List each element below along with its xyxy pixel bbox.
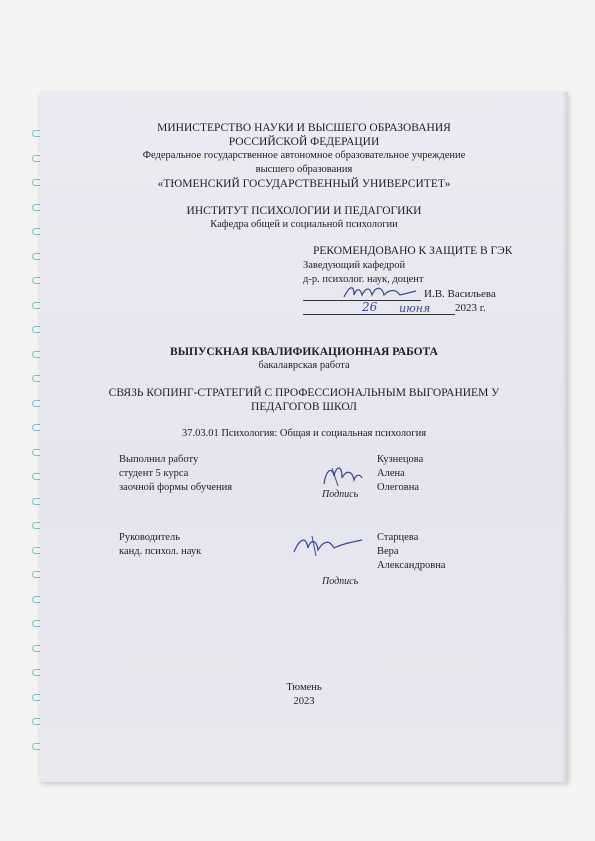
supervisor-label-1: Руководитель	[119, 532, 180, 543]
supervisor-signature-caption: Подпись	[322, 576, 359, 587]
author-label-1: Выполнил работу	[119, 454, 199, 465]
approval-signature	[340, 281, 420, 303]
work-subtype: бакалаврская работа	[258, 360, 350, 371]
ministry-line-1: МИНИСТЕРСТВО НАУКИ И ВЫСШЕГО ОБРАЗОВАНИЯ	[157, 122, 451, 134]
author-patronymic: Олеговна	[377, 482, 420, 493]
university-name: «ТЮМЕНСКИЙ ГОСУДАРСТВЕННЫЙ УНИВЕРСИТЕТ»	[157, 178, 451, 190]
supervisor-patronymic: Александровна	[377, 560, 446, 571]
work-type: ВЫПУСКНАЯ КВАЛИФИКАЦИОННАЯ РАБОТА	[170, 346, 438, 358]
work-topic-line-1: СВЯЗЬ КОПИНГ-СТРАТЕГИЙ С ПРОФЕССИОНАЛЬНЫМ ВЫГОРАНИЕМ У	[108, 387, 500, 399]
ministry-line-2: РОССИЙСКОЙ ФЕДЕРАЦИИ	[228, 136, 380, 148]
approval-name: И.В. Васильева	[424, 288, 496, 300]
author-label-3: заочной формы обучения	[119, 482, 233, 493]
approval-date-line	[303, 314, 455, 315]
institute-name: ИНСТИТУТ ПСИХОЛОГИИ И ПЕДАГОГИКИ	[186, 205, 422, 217]
approval-position: Заведующий кафедрой	[303, 260, 406, 271]
institution-line-2: высшего образования	[255, 164, 353, 175]
department-name: Кафедра общей и социальной психологии	[210, 219, 398, 230]
approval-degree: д-р. психолог. наук, доцент	[303, 274, 424, 285]
author-signature-caption: Подпись	[322, 489, 359, 500]
author-label-2: студент 5 курса	[119, 468, 189, 479]
supervisor-first-name: Вера	[377, 546, 399, 557]
author-signature	[318, 460, 364, 490]
supervisor-signature	[290, 530, 366, 560]
title-page	[40, 92, 568, 782]
approval-day: 26	[362, 300, 378, 314]
work-topic-line-2: ПЕДАГОГОВ ШКОЛ	[251, 401, 357, 413]
approval-year: 2023 г.	[455, 302, 486, 314]
specialty: 37.03.01 Психология: Общая и социальная психология	[181, 428, 427, 439]
year: 2023	[293, 696, 315, 707]
approval-title: РЕКОМЕНДОВАНО К ЗАЩИТЕ В ГЭК	[313, 245, 513, 257]
approval-month: июня	[399, 302, 431, 315]
city: Тюмень	[286, 682, 322, 693]
institution-line-1: Федеральное государственное автономное образовательное учреждение	[142, 150, 466, 161]
author-surname: Кузнецова	[377, 454, 424, 465]
author-first-name: Алена	[377, 468, 405, 479]
supervisor-surname: Старцева	[377, 532, 419, 543]
supervisor-label-2: канд. психол. наук	[119, 546, 202, 557]
